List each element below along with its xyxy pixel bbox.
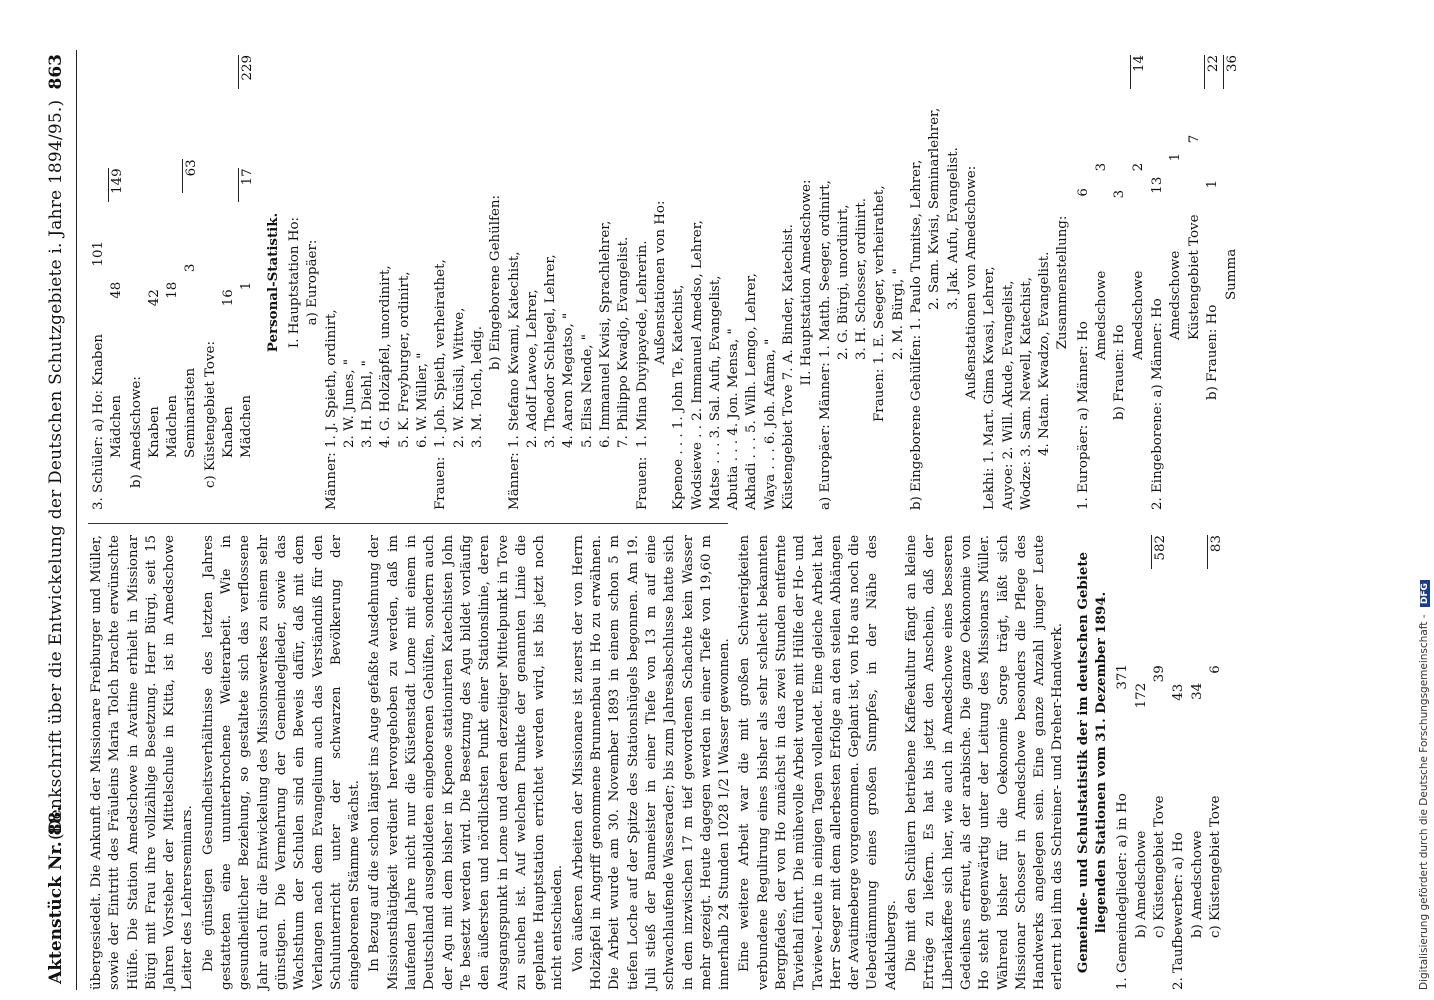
summary-heading: Zusammenstellung:: [1055, 215, 1071, 350]
summary-table: 1. Europäer: a) Männer: Ho 6 Amedschowe 3 b) Frauen: Ho 3 Amedschowe 2 14 2. Eingeborene: a) Männer: Ho 13 Amedschowe 1 Küstengebiet Tove 7 b) Frauen: Ho 1 22 Summa 36: [1075, 55, 1243, 510]
personnel-heading: Personal-Statistik.: [264, 212, 281, 353]
paragraph: Die günstigen Gesundheitsverhältnisse des letzten Jahres gestatteten eine ununterbrochene Weiterarbeit. Wie in gesundheitlicher Beziehung, so gestaltete sich das verflossene Jahr auch für die Entwickelung des Missionswerkes zu einem sehr günstigen. Die Vermehrung der Gemeindeglieder, sowie das Wachsthum der Schulen sind ein Beweis dafür, daß mit dem Verlangen nach dem Evangelium auch das Verständniß für den Schulunterricht unter der schwarzen Bevölkerung der eingeborenen Stämme wächst.: [200, 535, 363, 990]
dfg-logo: DFG: [1420, 580, 1430, 607]
paragraph: In Bezug auf die schon längst ins Auge gefaßte Ausdehnung der Missionsthätigkeit verdient hervorgehoben zu werden, daß im laufenden Jahre nicht nur die Küstenstadt Lome mit einem in Deutschland ausgebildeten eingeborenen Gehülfen, sondern auch der Agu mit dem bisher in Kpenoe stationirten Katechisten John Te besetzt werden wird. Die Besetzung des Agu bildet vorläufig den äußersten und nördlichsten Punkt einer Stationslinie, deren Ausgangspunkt in Lome und deren derzeitiger Mittelpunkt in Tove zu suchen ist. Auf welchem Punkte der genannten Linie die geplante Hauptstation errichtet werden wird, ist bis jetzt noch nicht entschieden.: [367, 535, 566, 990]
pupils-table: 3. Schüler: a) Ho: Knaben 101 Mädchen 48 149 b) Amedschowe: Knaben 42 Mädchen 18 Seminaristen 3 63 c) Küstengebiet Tove: Knaben 16 Mädchen 1 17 229: [90, 55, 258, 510]
page-content: [40, 50, 1400, 990]
outstations-list: Kpenoe . . . 1. John Te, Katechist, Wodsiewe . . 2. Immanuel Amedso, Lehrer, Matse . . . 3. Sal. Aufu, Evangelist, Abutia . . . 4. Jon. Mensa, " Akhadi . . . 5. Wilh. Lemgo, Lehrer, Waya . . . 6. Joh. Afama, " Küstengebiet Tove 7. A. Binder, Katechist.: [671, 220, 796, 510]
left-column: [88, 535, 1228, 990]
station-heading: I. Hauptstation Ho:: [286, 216, 302, 349]
outstations-list: Lekhi: 1. Mart. Gima Kwasi, Lehrer, Auyoe: 2. Will. Akude, Evangelist, Wodze: 3. Sam. Newell, Katechist, 4. Natan. Kwadzo, Evangelist.: [982, 251, 1053, 510]
credit-text: Digitalisierung gefördert durch die Deutsche Forschungsgemeinschaft -: [1418, 614, 1430, 990]
members-table: 1. Gemeindeglieder: a) in Ho 371 b) Amedschowe 172 c) Küstengebiet Tove 39 582 2. Taufbewerber: a) Ho 43 b) Amedschowe 34 c) Küstengebiet Tove 6 83: [1114, 535, 1226, 990]
helpers-women: Frauen: 1. Mina Duyipayede, Lehrerin.: [634, 240, 650, 510]
paragraph: übergesiedelt. Die Ankunft der Missionare Freiburger und Müller, sowie der Eintritt des Fräuleins Maria Tolch brachte erwünschte Hülfe. Die Station Amedschowe in Avatime erhielt in Missionar Bürgi mit Frau ihre vollzählige Besetzung. Herr Bürgi, seit 15 Jahren Vorsteher der Mittelschule in Kitta, ist in Amedschowe Leiter des Lehrerseminars.: [89, 535, 196, 990]
page-number: 863: [46, 54, 66, 90]
page-header: [40, 50, 77, 990]
men-list: Männer: 1. J. Spieth, ordinirt, 2. W. Junes, " 3. H. Diehl, " 4. G. Holzäpfel, unordinirt, 5. K. Freyburger, ordinirt, 6. W. Müller, ": [323, 265, 431, 510]
right-column: [88, 55, 1244, 510]
helpers-list: Männer: 1. Stefano Kwami, Katechist, 2. Adolf Lawoe, Lehrer, 3. Theodor Schlegel, Lehrer, 4. Aaron Megatso, " 5. Elisa Nende, " 6. Immanuel Kwisi, Sprachlehrer, 7. Philippo Kwadjo, Evangelist.: [506, 220, 632, 510]
paragraph: Von äußeren Arbeiten der Missionare ist zuerst der von Herrn Holzäpfel in Angriff genommene Brunnenbau in Ho zu erwähnen. Die Arbeit wurde am 30. November 1893 in einem schon 5 m tiefen Loche auf der Spitze des Stationshügels begonnen. Am 19. Juli stieß der Baumeister in einer Tiefe von 13 m auf eine schwachlaufende Wasserader; bis zum Jahresabschlusse hatte sich in dem inzwischen 17 m tief gewordenen Schachte kein Wasser mehr gezeigt. Heute dagegen werden in einer Tiefe von 19,60 m innerhalb 24 Stunden 1028 1/2 l Wasser gewonnen.: [570, 534, 733, 990]
digitization-credit: [1418, 10, 1432, 990]
header-title: (Denkschrift über die Entwickelung der Deutschen Schutzgebiete i. Jahre 1894/95.): [46, 99, 66, 840]
station-heading: II. Hauptstation Amedschowe:: [799, 179, 815, 386]
amedschowe-europeans: a) Europäer: Männer: 1. Matth. Seeger, ordinirt, 2. G. Bürgi, unordinirt, 3. H. Schosser, ordinirt. Frauen: 1. E. Seeger, verheirathet, 2. M. Bürgi, ": [817, 180, 906, 510]
header-left: Aktenstück Nr. 88.: [46, 805, 66, 984]
amedschowe-helpers: b) Eingeborene Gehülfen: 1. Paulo Tumitse, Lehrer, 2. Sam. Kwisi, Seminarlehrer, 3. Jak. Aufu, Evangelist.: [909, 107, 961, 510]
stats-heading: Gemeinde- und Schulstatistik der im deutschen Gebiete liegenden Stationen vom 31. Dezember 1894.: [1074, 551, 1110, 974]
column-divider: [88, 523, 728, 524]
women-list: Frauen: 1. Joh. Spieth, verheirathet, 2. W. Knüsli, Wittwe, 3. M. Tolch, ledig.: [433, 259, 485, 510]
paragraph: Die mit den Schülern betriebene Kaffeekultur fängt an kleine Erträge zu liefern. Es hat bis jetzt den Anschein, daß der Liberiakaffee sich hier, wie auch in Amedschowe eines besseren Gedeihens erfreut, als der arabische. Die ganze Oekonomie von Ho steht gegenwärtig unter der Leitung des Missionars Müller. Während bisher für die Oekonomie Sorge trägt, läßt sich Missionar Schosser in Amedschowe besonders die Pflege des Handwerks angelegen sein. Eine ganze Anzahl junger Leute erlernt bei ihm das Schreiner- und Dreher-Handwerk.: [904, 535, 1066, 990]
paragraph: Eine weitere Arbeit war die mit großen Schwierigkeiten verbundene Regulirung eines bisher als sehr schlecht bekannten Bergpfades, der von Ho zunächst in das zwei Stunden entfernte Taviethal führt. Die mühevolle Arbeit wurde mit Hülfe der Ho- und Taviewe-Leute in einigen Tagen vollendet. Eine gleiche Arbeit hat Herr Seeger mit dem allerbesten Erfolge an den steilen Abhängen der Avatimeberge vorgenommen. Geplant ist, von Ho aus noch die Ueberdämmung eines großen Sumpfes, in der Nähe des Adaklubergs.: [737, 535, 899, 990]
subheading: a) Europäer:: [305, 239, 321, 326]
outstations-heading: Außenstationen von Ho:: [652, 200, 668, 365]
subheading: b) Eingeborene Gehülfen:: [488, 194, 504, 371]
outstations-heading: Außenstationen von Amedschowe:: [963, 165, 979, 400]
